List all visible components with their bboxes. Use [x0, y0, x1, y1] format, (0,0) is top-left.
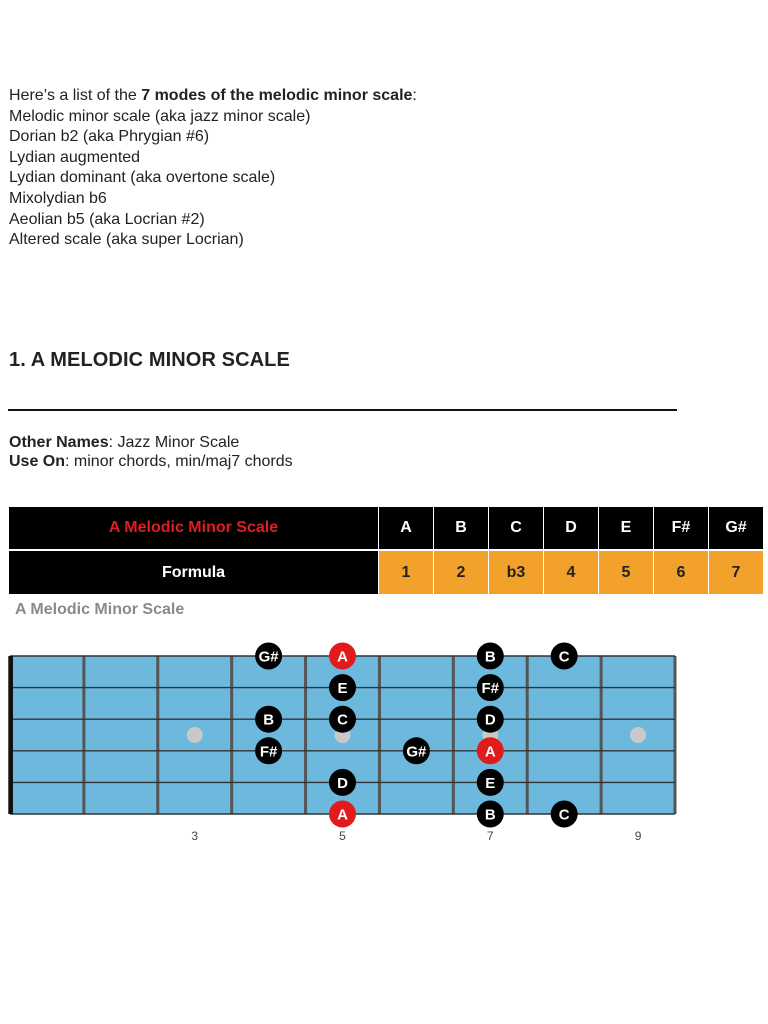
note-label: F# — [259, 743, 278, 761]
fret-note — [477, 674, 504, 701]
fret-note — [329, 674, 356, 701]
fretboard-title: A Melodic Minor Scale — [15, 601, 185, 618]
note-cell: A — [379, 507, 434, 550]
fret-number-label: 5 — [339, 829, 346, 843]
note-label: F# — [481, 680, 500, 698]
note-label: B — [484, 648, 496, 666]
scale-table-title: A Melodic Minor Scale — [9, 507, 379, 550]
section-divider — [8, 409, 677, 411]
fret-number-label: 9 — [634, 829, 642, 843]
degree-cell: 2 — [434, 550, 489, 594]
fret-note — [255, 737, 282, 764]
note-label: G# — [258, 648, 279, 666]
note-label: D — [484, 711, 496, 729]
note-label: A — [337, 648, 348, 666]
fret-note — [551, 801, 578, 828]
note-label: C — [337, 711, 348, 729]
intro-lead-suffix: : — [412, 87, 417, 104]
note-label: E — [485, 774, 496, 792]
mode-item: Lydian augmented — [9, 148, 141, 166]
fret-note — [551, 643, 578, 670]
note-cell: C — [489, 507, 544, 550]
use-on-line — [9, 453, 293, 472]
mode-item: Dorian b2 (aka Phrygian #6) — [9, 128, 210, 146]
fret-note — [255, 706, 282, 733]
degrees-row — [9, 550, 763, 594]
note-label: G# — [406, 743, 427, 761]
note-cell: E — [599, 507, 654, 550]
other-names-label: Other Names — [9, 434, 109, 451]
degree-cell: b3 — [489, 550, 544, 594]
section-title: 1. A MELODIC MINOR SCALE — [9, 349, 290, 371]
fret-number-label: 3 — [191, 829, 199, 843]
fret-note — [255, 643, 282, 670]
note-label: C — [558, 648, 570, 666]
scale-meta — [9, 434, 293, 471]
note-label: A — [337, 806, 348, 824]
intro-lead — [9, 86, 417, 107]
fret-note — [329, 643, 356, 670]
note-label: A — [484, 743, 496, 761]
note-cell: D — [544, 507, 599, 550]
fret-note — [477, 643, 504, 670]
note-cell: F# — [654, 507, 709, 550]
fretboard-diagram — [0, 596, 768, 856]
formula-label: Formula — [9, 550, 379, 594]
fret-number-label: 7 — [486, 829, 494, 843]
inlay-dot — [630, 727, 646, 743]
nut — [9, 656, 13, 814]
intro-lead-prefix: Here’s a list of the — [9, 87, 142, 104]
modes-intro — [9, 86, 417, 251]
fret-note — [477, 769, 504, 796]
note-label: C — [558, 806, 570, 824]
modes-list — [9, 107, 417, 251]
fret-note — [477, 706, 504, 733]
note-label: B — [263, 711, 275, 729]
fret-note — [329, 801, 356, 828]
mode-item: Lydian dominant (aka overtone scale) — [9, 169, 276, 187]
degree-cell: 1 — [379, 550, 434, 594]
mode-item: Aeolian b5 (aka Locrian #2) — [9, 210, 205, 228]
fret-note — [403, 737, 430, 764]
mode-item: Melodic minor scale (aka jazz minor scale) — [9, 107, 311, 125]
fret-note — [477, 801, 504, 828]
degree-cell: 5 — [599, 550, 654, 594]
degree-cell: 6 — [654, 550, 709, 594]
note-cell: G# — [709, 507, 764, 550]
inlay-dot — [187, 727, 203, 743]
fret-note — [477, 737, 504, 764]
use-on-label: Use On — [9, 452, 66, 470]
fret-note — [329, 769, 356, 796]
fret-note — [329, 706, 356, 733]
use-on-value: : minor chords, min/maj7 chords — [65, 452, 293, 470]
note-label: D — [337, 774, 348, 792]
other-names-line — [9, 434, 293, 453]
mode-item: Mixolydian b6 — [9, 189, 107, 207]
note-label: E — [337, 680, 348, 698]
other-names-value: : Jazz Minor Scale — [108, 434, 240, 451]
mode-item: Altered scale (aka super Locrian) — [9, 231, 244, 249]
note-label: B — [484, 806, 496, 824]
notes-row — [9, 507, 763, 550]
scale-table — [9, 507, 763, 594]
fretboard-svg — [0, 596, 768, 856]
fret-number-labels — [191, 829, 641, 843]
note-cell: B — [434, 507, 489, 550]
degree-cell: 4 — [544, 550, 599, 594]
intro-lead-bold: 7 modes of the melodic minor scale — [141, 87, 413, 104]
degree-cell: 7 — [709, 550, 764, 594]
